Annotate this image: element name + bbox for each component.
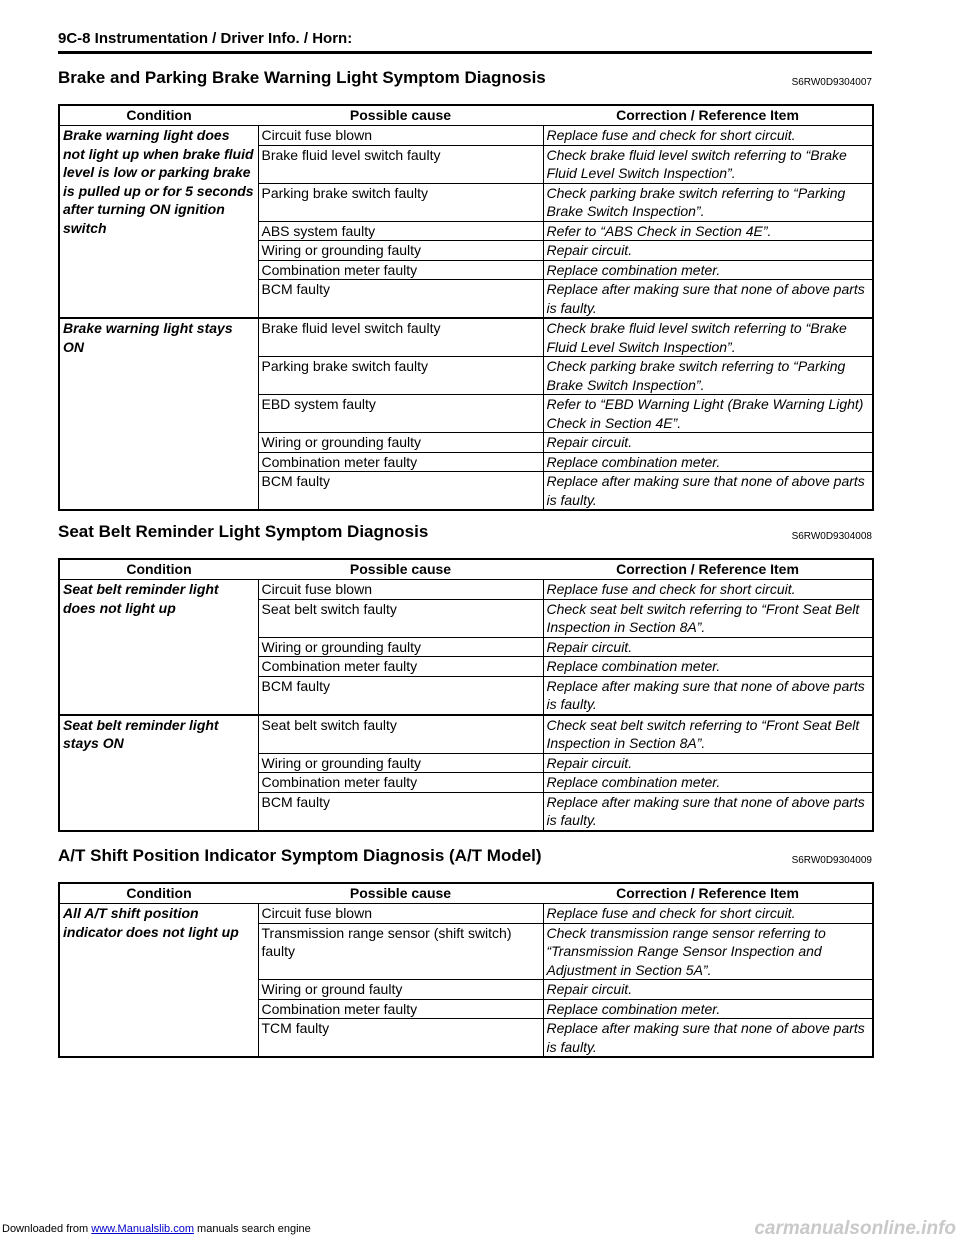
correction-cell: Replace after making sure that none of above parts is faulty. bbox=[543, 676, 873, 715]
at-shift-indicator-table bbox=[58, 882, 874, 1058]
cause-cell: BCM faulty bbox=[258, 676, 543, 715]
cause-cell: ABS system faulty bbox=[258, 221, 543, 241]
condition-cell: Seat belt reminder light does not light up bbox=[59, 580, 258, 715]
correction-cell: Replace after making sure that none of above parts is faulty. bbox=[543, 280, 873, 319]
header-rule bbox=[58, 51, 872, 54]
cause-cell: Transmission range sensor (shift switch) faulty bbox=[258, 923, 543, 980]
table-row bbox=[59, 318, 873, 357]
cause-cell: Brake fluid level switch faulty bbox=[258, 318, 543, 357]
column-header-correction: Correction / Reference Item bbox=[543, 883, 873, 904]
footer-prefix: Downloaded from bbox=[2, 1223, 92, 1235]
cause-cell: Parking brake switch faulty bbox=[258, 357, 543, 395]
column-header-cause: Possible cause bbox=[258, 105, 543, 126]
correction-cell: Replace after making sure that none of above parts is faulty. bbox=[543, 472, 873, 511]
section-title-brake bbox=[58, 68, 872, 90]
cause-cell: Wiring or grounding faulty bbox=[258, 433, 543, 453]
cause-cell: Seat belt switch faulty bbox=[258, 715, 543, 754]
correction-cell: Check parking brake switch referring to “Parking Brake Switch Inspection”. bbox=[543, 183, 873, 221]
table-row bbox=[59, 904, 873, 924]
cause-cell: Wiring or grounding faulty bbox=[258, 753, 543, 773]
cause-cell: Wiring or grounding faulty bbox=[258, 241, 543, 261]
correction-cell: Check transmission range sensor referring to “Transmission Range Sensor Inspection and Adjustment in Section 5A”. bbox=[543, 923, 873, 980]
correction-cell: Refer to “ABS Check in Section 4E”. bbox=[543, 221, 873, 241]
correction-cell: Check brake fluid level switch referring to “Brake Fluid Level Switch Inspection”. bbox=[543, 145, 873, 183]
cause-cell: Wiring or grounding faulty bbox=[258, 637, 543, 657]
column-header-cause: Possible cause bbox=[258, 883, 543, 904]
cause-cell: TCM faulty bbox=[258, 1019, 543, 1058]
section-title-text: A/T Shift Position Indicator Symptom Diagnosis (A/T Model) bbox=[58, 846, 542, 865]
column-header-condition: Condition bbox=[59, 105, 258, 126]
section-code: S6RW0D9304008 bbox=[791, 531, 872, 542]
cause-cell: BCM faulty bbox=[258, 792, 543, 831]
correction-cell: Repair circuit. bbox=[543, 637, 873, 657]
condition-cell: All A/T shift position indicator does not light up bbox=[59, 904, 258, 1058]
correction-cell: Repair circuit. bbox=[543, 753, 873, 773]
section-code: S6RW0D9304007 bbox=[791, 77, 872, 88]
cause-cell: Brake fluid level switch faulty bbox=[258, 145, 543, 183]
manualslib-link[interactable]: www.Manualslib.com bbox=[91, 1223, 194, 1235]
cause-cell: Circuit fuse blown bbox=[258, 126, 543, 146]
table-row bbox=[59, 580, 873, 600]
correction-cell: Refer to “EBD Warning Light (Brake Warning Light) Check in Section 4E”. bbox=[543, 395, 873, 433]
section-title-text: Seat Belt Reminder Light Symptom Diagnosis bbox=[58, 522, 429, 541]
section-title-at-shift bbox=[58, 846, 872, 868]
cause-cell: Parking brake switch faulty bbox=[258, 183, 543, 221]
cause-cell: Combination meter faulty bbox=[258, 260, 543, 280]
footer-suffix: manuals search engine bbox=[193, 1223, 311, 1235]
cause-cell: Combination meter faulty bbox=[258, 452, 543, 472]
cause-cell: BCM faulty bbox=[258, 472, 543, 511]
watermark-logo: carmanualsonline.info bbox=[754, 1218, 956, 1239]
brake-warning-table bbox=[58, 104, 874, 511]
correction-cell: Replace after making sure that none of above parts is faulty. bbox=[543, 1019, 873, 1058]
column-header-condition: Condition bbox=[59, 559, 258, 580]
correction-cell: Replace combination meter. bbox=[543, 260, 873, 280]
section-code: S6RW0D9304009 bbox=[791, 855, 872, 866]
section-title-text: Brake and Parking Brake Warning Light Symptom Diagnosis bbox=[58, 68, 546, 87]
table-header-row bbox=[59, 559, 873, 580]
cause-cell: Wiring or ground faulty bbox=[258, 980, 543, 1000]
column-header-cause: Possible cause bbox=[258, 559, 543, 580]
page-header: 9C-8 Instrumentation / Driver Info. / Horn: bbox=[58, 30, 353, 47]
table-row bbox=[59, 126, 873, 146]
correction-cell: Replace combination meter. bbox=[543, 452, 873, 472]
correction-cell: Repair circuit. bbox=[543, 241, 873, 261]
column-header-condition: Condition bbox=[59, 883, 258, 904]
page-footer bbox=[0, 1220, 960, 1242]
cause-cell: BCM faulty bbox=[258, 280, 543, 319]
condition-cell: Brake warning light does not light up when brake fluid level is low or parking brake is pulled up or for 5 seconds after turning ON ignition switch bbox=[59, 126, 258, 319]
table-header-row bbox=[59, 105, 873, 126]
correction-cell: Check brake fluid level switch referring to “Brake Fluid Level Switch Inspection”. bbox=[543, 318, 873, 357]
correction-cell: Replace combination meter. bbox=[543, 657, 873, 677]
cause-cell: Seat belt switch faulty bbox=[258, 599, 543, 637]
correction-cell: Replace fuse and check for short circuit. bbox=[543, 580, 873, 600]
correction-cell: Check seat belt switch referring to “Front Seat Belt Inspection in Section 8A”. bbox=[543, 599, 873, 637]
cause-cell: Combination meter faulty bbox=[258, 657, 543, 677]
correction-cell: Check seat belt switch referring to “Front Seat Belt Inspection in Section 8A”. bbox=[543, 715, 873, 754]
correction-cell: Check parking brake switch referring to “Parking Brake Switch Inspection”. bbox=[543, 357, 873, 395]
correction-cell: Repair circuit. bbox=[543, 433, 873, 453]
correction-cell: Replace combination meter. bbox=[543, 999, 873, 1019]
table-row bbox=[59, 715, 873, 754]
cause-cell: Combination meter faulty bbox=[258, 999, 543, 1019]
cause-cell: Combination meter faulty bbox=[258, 773, 543, 793]
correction-cell: Repair circuit. bbox=[543, 980, 873, 1000]
table-header-row bbox=[59, 883, 873, 904]
correction-cell: Replace fuse and check for short circuit. bbox=[543, 126, 873, 146]
correction-cell: Replace fuse and check for short circuit. bbox=[543, 904, 873, 924]
correction-cell: Replace combination meter. bbox=[543, 773, 873, 793]
seat-belt-table bbox=[58, 558, 874, 832]
cause-cell: EBD system faulty bbox=[258, 395, 543, 433]
download-notice bbox=[2, 1223, 311, 1235]
cause-cell: Circuit fuse blown bbox=[258, 904, 543, 924]
section-title-seat-belt bbox=[58, 522, 872, 544]
condition-cell: Brake warning light stays ON bbox=[59, 318, 258, 510]
correction-cell: Replace after making sure that none of above parts is faulty. bbox=[543, 792, 873, 831]
column-header-correction: Correction / Reference Item bbox=[543, 559, 873, 580]
cause-cell: Circuit fuse blown bbox=[258, 580, 543, 600]
condition-cell: Seat belt reminder light stays ON bbox=[59, 715, 258, 831]
column-header-correction: Correction / Reference Item bbox=[543, 105, 873, 126]
